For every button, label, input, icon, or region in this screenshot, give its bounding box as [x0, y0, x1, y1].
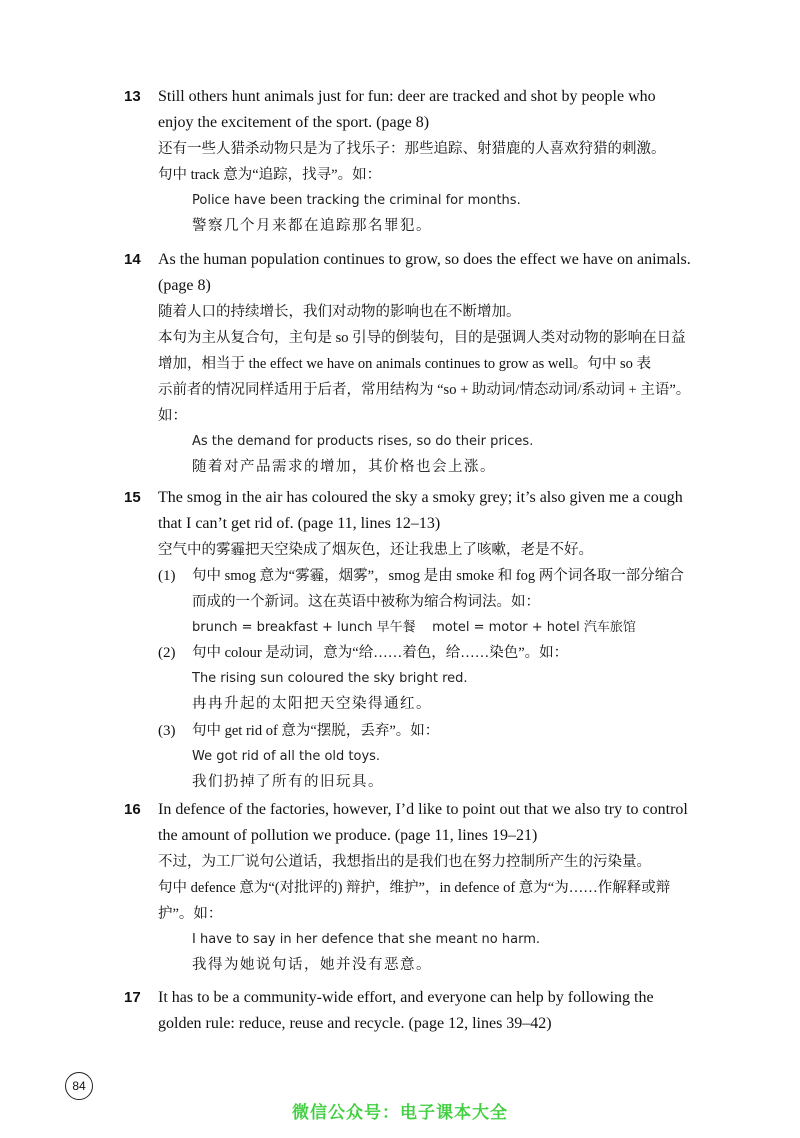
translation: 空气中的雾霾把天空染成了烟灰色，还让我患上了咳嗽，老是不好。: [158, 542, 593, 558]
note-17: [124, 985, 694, 1037]
key-sentence-line: As the human population continues to grow, so does the effect we have on animals.: [158, 251, 691, 268]
note-14: [124, 247, 694, 481]
explanation-line: 句中 defence 意为“(对批评的) 辩护，维护”，in defence of 意为“为……作解释或辩: [158, 880, 671, 896]
translation: 随着人口的持续增长，我们对动物的影响也在不断增加。: [158, 304, 521, 320]
note-number: 14: [124, 251, 141, 268]
explanation-line: 增加，相当于 the effect we have on animals continues to grow as well。句中 so 表: [158, 356, 652, 372]
explanation-line: 句中 colour 是动词，意为“给……着色，给……染色”。如：: [192, 645, 569, 661]
note-number: 13: [124, 88, 141, 105]
key-sentence-line: the amount of pollution we produce. (page 11, lines 19–21): [158, 827, 538, 844]
key-sentence-line: enjoy the excitement of the sport. (page 8): [158, 114, 430, 131]
example-en: I have to say in her defence that she meant no harm.: [192, 932, 540, 947]
example-zh: 随着对产品需求的增加，其价格也会上涨。: [192, 459, 496, 475]
example-en: We got rid of all the old toys.: [192, 749, 381, 764]
note-number: 16: [124, 801, 141, 818]
sub-point-label: (3): [158, 723, 176, 739]
note-number: 17: [124, 989, 141, 1006]
example-zh: 警察几个月来都在追踪那名罪犯。: [192, 218, 432, 234]
watermark: 微信公众号：电子课本大全: [292, 1103, 508, 1123]
key-sentence-line: It has to be a community-wide effort, and everyone can help by following the: [158, 989, 654, 1006]
key-sentence-line: that I can’t get rid of. (page 11, lines 12–13): [158, 515, 441, 532]
sub-point-1: [158, 563, 694, 640]
example-en: As the demand for products rises, so do their prices.: [192, 434, 534, 449]
sub-point-2: [158, 640, 694, 718]
example-zh: 冉冉升起的太阳把天空染得通红。: [192, 696, 432, 712]
explanation-line: 句中 smog 意为“雾霾，烟雾”，smog 是由 smoke 和 fog 两个词各取一部分缩合: [192, 568, 684, 584]
translation: 还有一些人猎杀动物只是为了找乐子：那些追踪、射猎鹿的人喜欢狩猎的刺激。: [158, 141, 666, 157]
example-zh: 我们扔掉了所有的旧玩具。: [192, 774, 384, 790]
explanation-line: 如：: [158, 408, 187, 424]
note-16: [124, 797, 694, 979]
explanation-line: 本句为主从复合句，主句是 so 引导的倒装句，目的是强调人类对动物的影响在日益: [158, 330, 686, 346]
key-sentence-line: The smog in the air has coloured the sky a smoky grey; it’s also given me a cough: [158, 489, 683, 506]
sub-point-label: (1): [158, 568, 176, 584]
example-en: The rising sun coloured the sky bright red.: [192, 671, 468, 686]
explanation: 句中 track 意为“追踪，找寻”。如：: [158, 167, 382, 183]
sub-point-3: [158, 718, 694, 796]
explanation-line: 句中 get rid of 意为“摆脱，丢弃”。如：: [192, 723, 440, 739]
note-13: [124, 84, 694, 240]
translation: 不过，为工厂说句公道话，我想指出的是我们也在努力控制所产生的污染量。: [158, 854, 651, 870]
example-en: brunch = breakfast + lunch 早午餐 motel = motor + hotel 汽车旅馆: [192, 620, 636, 635]
explanation-line: 示前者的情况同样适用于后者，常用结构为 “so + 助动词/情态动词/系动词 + 主语”。: [158, 382, 691, 398]
note-number: 15: [124, 489, 141, 506]
key-sentence-line: golden rule: reduce, reuse and recycle. (page 12, lines 39–42): [158, 1015, 552, 1032]
key-sentence-line: In defence of the factories, however, I’d like to point out that we also try to control: [158, 801, 688, 818]
key-sentence-line: Still others hunt animals just for fun: deer are tracked and shot by people who: [158, 88, 656, 105]
sub-point-label: (2): [158, 645, 176, 661]
note-15: [124, 485, 694, 796]
example-zh: 我得为她说句话，她并没有恶意。: [192, 957, 432, 973]
key-sentence-line: (page 8): [158, 277, 211, 294]
explanation-line: 护”。如：: [158, 906, 223, 922]
page-number: 84: [65, 1072, 93, 1100]
example-en: Police have been tracking the criminal for months.: [192, 193, 521, 208]
explanation-line: 而成的一个新词。这在英语中被称为缩合构词法。如：: [192, 594, 540, 610]
